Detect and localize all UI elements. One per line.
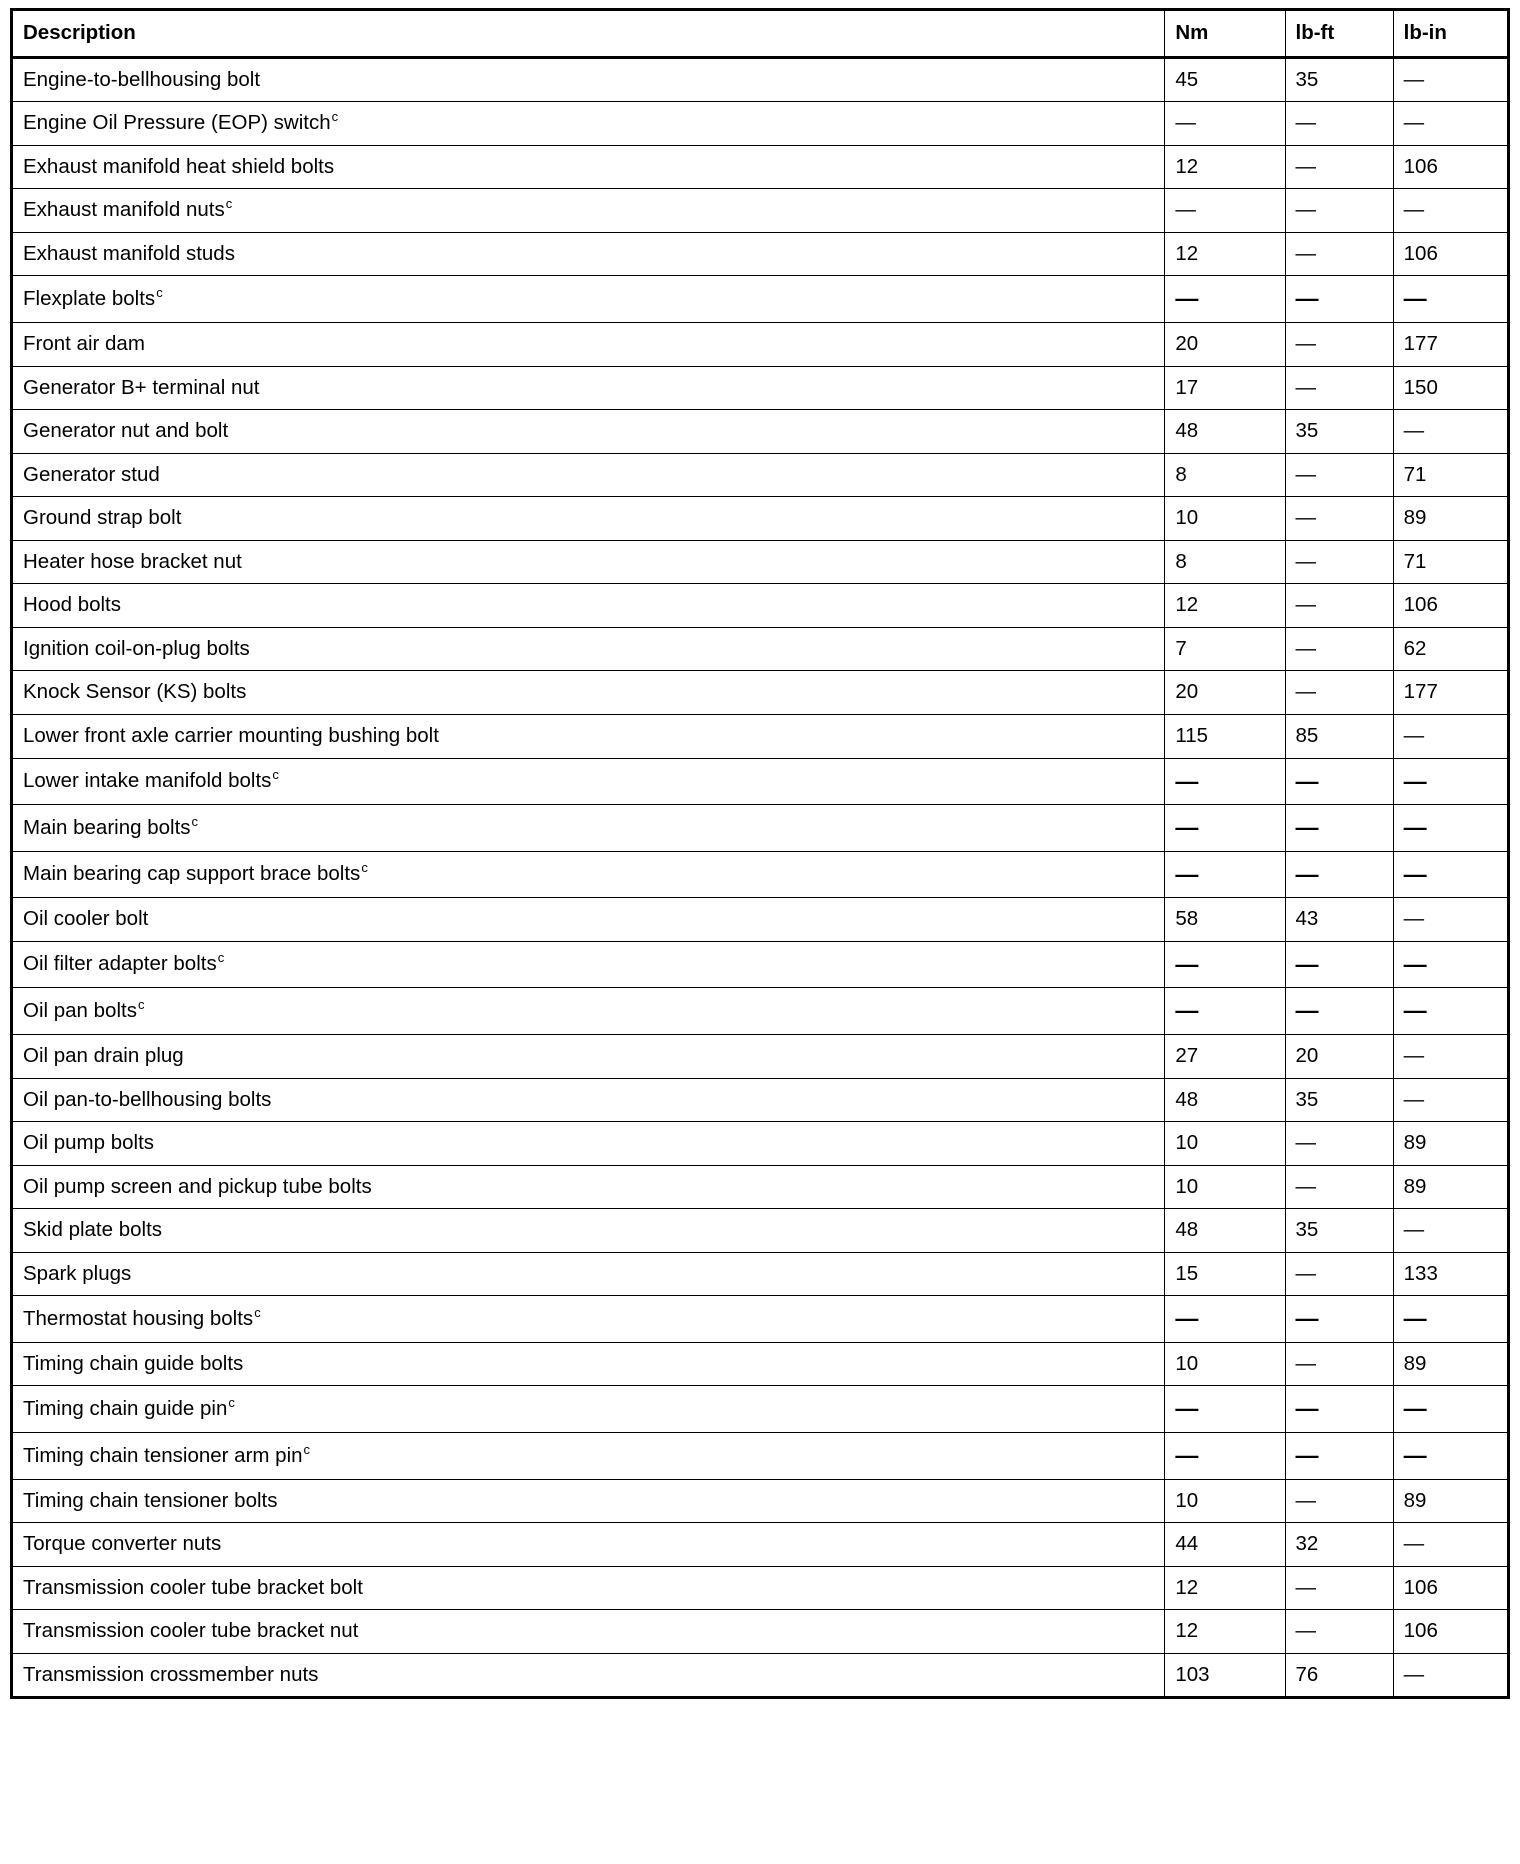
- description-text: Hood bolts: [23, 593, 122, 617]
- cell-lb-ft: 35: [1285, 1209, 1393, 1253]
- cell-description: [12, 322, 1165, 366]
- table-row: [12, 1122, 1509, 1166]
- cell-nm: —: [1165, 758, 1285, 805]
- cell-lb-ft: —: [1285, 232, 1393, 276]
- table-row: [12, 232, 1509, 276]
- table-row: [12, 1165, 1509, 1209]
- description-text: Oil pan-to-bellhousing bolts: [23, 1087, 272, 1111]
- table-row: [12, 189, 1509, 233]
- cell-lb-in: 106: [1393, 584, 1508, 628]
- table-header-row: [12, 10, 1509, 58]
- cell-lb-in: —: [1393, 1034, 1508, 1078]
- table-header: [12, 10, 1509, 58]
- cell-lb-in: —: [1393, 1209, 1508, 1253]
- cell-lb-in: 106: [1393, 1610, 1508, 1654]
- cell-nm: —: [1165, 189, 1285, 233]
- description-text: Front air dam: [23, 331, 145, 355]
- cell-nm: 27: [1165, 1034, 1285, 1078]
- description-text: Lower intake manifold bolts: [23, 769, 272, 793]
- cell-lb-ft: —: [1285, 758, 1393, 805]
- description-text: Oil pump screen and pickup tube bolts: [23, 1174, 372, 1198]
- description-text: Exhaust manifold studs: [23, 241, 235, 265]
- cell-lb-in: 89: [1393, 497, 1508, 541]
- cell-lb-in: —: [1393, 102, 1508, 146]
- cell-description: [12, 758, 1165, 805]
- cell-lb-ft: —: [1285, 1296, 1393, 1343]
- column-header-lb-ft: lb-ft: [1285, 10, 1393, 58]
- cell-lb-ft: —: [1285, 1342, 1393, 1386]
- cell-description: [12, 1252, 1165, 1296]
- table-row: [12, 941, 1509, 988]
- footnote-marker: c: [361, 860, 368, 876]
- table-row: [12, 145, 1509, 189]
- cell-lb-ft: —: [1285, 988, 1393, 1035]
- cell-lb-ft: —: [1285, 1252, 1393, 1296]
- cell-lb-ft: —: [1285, 366, 1393, 410]
- description-text: Oil pan bolts: [23, 998, 137, 1022]
- cell-lb-ft: —: [1285, 1566, 1393, 1610]
- description-text: Oil filter adapter bolts: [23, 952, 217, 976]
- cell-nm: 20: [1165, 671, 1285, 715]
- footnote-marker: c: [303, 1441, 311, 1457]
- cell-description: [12, 584, 1165, 628]
- description-text: Transmission crossmember nuts: [23, 1662, 319, 1686]
- cell-description: [12, 57, 1165, 102]
- cell-lb-in: —: [1393, 1296, 1508, 1343]
- cell-lb-in: 106: [1393, 232, 1508, 276]
- footnote-marker: c: [254, 1304, 261, 1320]
- cell-lb-ft: —: [1285, 584, 1393, 628]
- table-row: [12, 988, 1509, 1035]
- cell-nm: 12: [1165, 1610, 1285, 1654]
- cell-description: [12, 898, 1165, 942]
- table-row: [12, 1566, 1509, 1610]
- cell-description: [12, 1566, 1165, 1610]
- cell-lb-in: —: [1393, 758, 1508, 805]
- description-text: Engine Oil Pressure (EOP) switch: [23, 111, 331, 135]
- cell-lb-in: 177: [1393, 322, 1508, 366]
- cell-lb-in: —: [1393, 276, 1508, 323]
- cell-lb-in: 89: [1393, 1122, 1508, 1166]
- cell-nm: —: [1165, 988, 1285, 1035]
- cell-lb-in: 106: [1393, 1566, 1508, 1610]
- description-text: Thermostat housing bolts: [23, 1306, 254, 1330]
- description-text: Torque converter nuts: [23, 1532, 222, 1556]
- table-row: [12, 851, 1509, 898]
- cell-nm: 10: [1165, 1342, 1285, 1386]
- table-row: [12, 276, 1509, 323]
- table-row: [12, 540, 1509, 584]
- table-row: [12, 1342, 1509, 1386]
- cell-description: [12, 189, 1165, 233]
- cell-description: [12, 671, 1165, 715]
- cell-lb-ft: 76: [1285, 1653, 1393, 1698]
- cell-lb-ft: —: [1285, 851, 1393, 898]
- cell-lb-ft: —: [1285, 1479, 1393, 1523]
- cell-description: [12, 1296, 1165, 1343]
- table-row: [12, 497, 1509, 541]
- description-text: Ground strap bolt: [23, 506, 182, 530]
- cell-description: [12, 1209, 1165, 1253]
- cell-lb-in: —: [1393, 941, 1508, 988]
- table-row: [12, 1386, 1509, 1433]
- table-row: [12, 322, 1509, 366]
- cell-lb-ft: —: [1285, 1610, 1393, 1654]
- description-text: Exhaust manifold heat shield bolts: [23, 154, 335, 178]
- footnote-marker: c: [225, 196, 233, 212]
- table-row: [12, 1610, 1509, 1654]
- description-text: Oil pan drain plug: [23, 1043, 184, 1067]
- cell-lb-ft: —: [1285, 189, 1393, 233]
- cell-lb-ft: —: [1285, 1165, 1393, 1209]
- cell-nm: 10: [1165, 497, 1285, 541]
- table-row: [12, 1078, 1509, 1122]
- cell-lb-ft: —: [1285, 145, 1393, 189]
- table-body: [12, 57, 1509, 1698]
- cell-lb-ft: 32: [1285, 1523, 1393, 1567]
- cell-lb-in: —: [1393, 1523, 1508, 1567]
- cell-lb-in: 62: [1393, 627, 1508, 671]
- description-text: Main bearing cap support brace bolts: [23, 862, 361, 886]
- footnote-marker: c: [191, 813, 199, 829]
- table-row: [12, 627, 1509, 671]
- cell-nm: 58: [1165, 898, 1285, 942]
- cell-lb-in: 71: [1393, 453, 1508, 497]
- cell-lb-in: 177: [1393, 671, 1508, 715]
- cell-nm: —: [1165, 1296, 1285, 1343]
- table-row: [12, 671, 1509, 715]
- cell-description: [12, 1122, 1165, 1166]
- footnote-marker: c: [156, 285, 163, 301]
- cell-description: [12, 941, 1165, 988]
- cell-nm: 12: [1165, 1566, 1285, 1610]
- cell-lb-in: —: [1393, 715, 1508, 759]
- table-row: [12, 102, 1509, 146]
- table-row: [12, 1523, 1509, 1567]
- cell-description: [12, 1078, 1165, 1122]
- table-row: [12, 1653, 1509, 1698]
- cell-lb-ft: 35: [1285, 1078, 1393, 1122]
- cell-lb-ft: —: [1285, 1433, 1393, 1480]
- cell-lb-ft: —: [1285, 322, 1393, 366]
- cell-nm: 10: [1165, 1479, 1285, 1523]
- cell-nm: —: [1165, 276, 1285, 323]
- cell-lb-in: 133: [1393, 1252, 1508, 1296]
- footnote-marker: c: [331, 109, 339, 125]
- footnote-marker: c: [228, 1395, 235, 1411]
- cell-lb-ft: —: [1285, 941, 1393, 988]
- cell-description: [12, 1034, 1165, 1078]
- cell-lb-in: —: [1393, 189, 1508, 233]
- cell-description: [12, 627, 1165, 671]
- cell-nm: —: [1165, 102, 1285, 146]
- table-row: [12, 1034, 1509, 1078]
- cell-description: [12, 1610, 1165, 1654]
- table-row: [12, 1209, 1509, 1253]
- description-text: Timing chain guide pin: [23, 1396, 228, 1420]
- cell-lb-ft: —: [1285, 1122, 1393, 1166]
- cell-nm: —: [1165, 805, 1285, 852]
- cell-nm: 8: [1165, 453, 1285, 497]
- description-text: Oil pump bolts: [23, 1131, 155, 1155]
- cell-lb-ft: 85: [1285, 715, 1393, 759]
- cell-lb-in: —: [1393, 988, 1508, 1035]
- cell-lb-in: 71: [1393, 540, 1508, 584]
- cell-description: [12, 1433, 1165, 1480]
- table-row: [12, 1479, 1509, 1523]
- cell-nm: 15: [1165, 1252, 1285, 1296]
- cell-lb-ft: 35: [1285, 57, 1393, 102]
- footnote-marker: c: [272, 767, 279, 783]
- cell-lb-in: —: [1393, 805, 1508, 852]
- cell-nm: 8: [1165, 540, 1285, 584]
- description-text: Generator B+ terminal nut: [23, 375, 260, 399]
- cell-lb-ft: —: [1285, 276, 1393, 323]
- description-text: Generator stud: [23, 462, 160, 486]
- cell-description: [12, 1479, 1165, 1523]
- description-text: Transmission cooler tube bracket nut: [23, 1619, 359, 1643]
- cell-nm: —: [1165, 1386, 1285, 1433]
- cell-lb-in: 150: [1393, 366, 1508, 410]
- cell-description: [12, 715, 1165, 759]
- cell-lb-ft: —: [1285, 671, 1393, 715]
- cell-lb-ft: 35: [1285, 410, 1393, 454]
- table-row: [12, 715, 1509, 759]
- description-text: Knock Sensor (KS) bolts: [23, 680, 247, 704]
- cell-nm: —: [1165, 851, 1285, 898]
- table-row: [12, 410, 1509, 454]
- cell-description: [12, 497, 1165, 541]
- description-text: Generator nut and bolt: [23, 419, 229, 443]
- table-row: [12, 758, 1509, 805]
- description-text: Timing chain tensioner bolts: [23, 1488, 278, 1512]
- cell-description: [12, 276, 1165, 323]
- cell-nm: 17: [1165, 366, 1285, 410]
- cell-description: [12, 851, 1165, 898]
- cell-lb-ft: —: [1285, 805, 1393, 852]
- cell-lb-in: —: [1393, 1653, 1508, 1698]
- table-row: [12, 366, 1509, 410]
- description-text: Lower front axle carrier mounting bushing bolt: [23, 724, 439, 747]
- cell-nm: 12: [1165, 232, 1285, 276]
- cell-lb-in: —: [1393, 410, 1508, 454]
- description-text: Engine-to-bellhousing bolt: [23, 67, 261, 91]
- cell-description: [12, 988, 1165, 1035]
- column-header-lb-in: lb-in: [1393, 10, 1508, 58]
- cell-nm: 7: [1165, 627, 1285, 671]
- table-row: [12, 57, 1509, 102]
- cell-nm: 48: [1165, 1078, 1285, 1122]
- cell-description: [12, 366, 1165, 410]
- cell-description: [12, 145, 1165, 189]
- cell-nm: —: [1165, 1433, 1285, 1480]
- cell-description: [12, 232, 1165, 276]
- cell-description: [12, 1342, 1165, 1386]
- cell-lb-in: —: [1393, 851, 1508, 898]
- cell-nm: 10: [1165, 1165, 1285, 1209]
- cell-nm: 115: [1165, 715, 1285, 759]
- cell-description: [12, 540, 1165, 584]
- description-text: Spark plugs: [23, 1261, 132, 1285]
- cell-description: [12, 1653, 1165, 1698]
- description-text: Timing chain guide bolts: [23, 1351, 244, 1375]
- cell-description: [12, 1523, 1165, 1567]
- description-text: Main bearing bolts: [23, 815, 191, 839]
- cell-nm: 12: [1165, 145, 1285, 189]
- footnote-marker: c: [137, 997, 145, 1013]
- cell-lb-in: 89: [1393, 1479, 1508, 1523]
- table-row: [12, 1252, 1509, 1296]
- cell-nm: 48: [1165, 1209, 1285, 1253]
- torque-specification-table: [10, 8, 1510, 1699]
- cell-lb-in: 89: [1393, 1342, 1508, 1386]
- cell-lb-ft: 43: [1285, 898, 1393, 942]
- cell-lb-in: —: [1393, 57, 1508, 102]
- cell-lb-in: 106: [1393, 145, 1508, 189]
- cell-lb-ft: —: [1285, 453, 1393, 497]
- cell-lb-ft: —: [1285, 497, 1393, 541]
- description-text: Ignition coil-on-plug bolts: [23, 636, 250, 660]
- description-text: Skid plate bolts: [23, 1218, 163, 1242]
- cell-lb-ft: —: [1285, 540, 1393, 584]
- cell-lb-in: —: [1393, 1386, 1508, 1433]
- cell-description: [12, 1386, 1165, 1433]
- cell-description: [12, 453, 1165, 497]
- table-row: [12, 1296, 1509, 1343]
- description-text: Transmission cooler tube bracket bolt: [23, 1575, 363, 1599]
- table-row: [12, 805, 1509, 852]
- cell-lb-in: —: [1393, 1078, 1508, 1122]
- cell-lb-ft: 20: [1285, 1034, 1393, 1078]
- cell-nm: 45: [1165, 57, 1285, 102]
- table-row: [12, 453, 1509, 497]
- cell-lb-in: 89: [1393, 1165, 1508, 1209]
- cell-lb-in: —: [1393, 898, 1508, 942]
- cell-nm: 48: [1165, 410, 1285, 454]
- column-header-description: Description: [12, 10, 1165, 58]
- description-text: Timing chain tensioner arm pin: [23, 1443, 303, 1467]
- cell-lb-ft: —: [1285, 627, 1393, 671]
- cell-lb-ft: —: [1285, 102, 1393, 146]
- table-row: [12, 584, 1509, 628]
- cell-description: [12, 1165, 1165, 1209]
- footnote-marker: c: [217, 950, 225, 966]
- column-header-nm: Nm: [1165, 10, 1285, 58]
- cell-description: [12, 805, 1165, 852]
- cell-nm: 12: [1165, 584, 1285, 628]
- table-row: [12, 898, 1509, 942]
- cell-nm: 10: [1165, 1122, 1285, 1166]
- cell-description: [12, 102, 1165, 146]
- cell-nm: 103: [1165, 1653, 1285, 1698]
- description-text: Heater hose bracket nut: [23, 549, 242, 573]
- cell-nm: 44: [1165, 1523, 1285, 1567]
- cell-nm: —: [1165, 941, 1285, 988]
- cell-lb-in: —: [1393, 1433, 1508, 1480]
- cell-description: [12, 410, 1165, 454]
- cell-nm: 20: [1165, 322, 1285, 366]
- description-text: Flexplate bolts: [23, 286, 156, 310]
- description-text: Exhaust manifold nuts: [23, 198, 225, 222]
- cell-lb-ft: —: [1285, 1386, 1393, 1433]
- table-row: [12, 1433, 1509, 1480]
- description-text: Oil cooler bolt: [23, 907, 149, 931]
